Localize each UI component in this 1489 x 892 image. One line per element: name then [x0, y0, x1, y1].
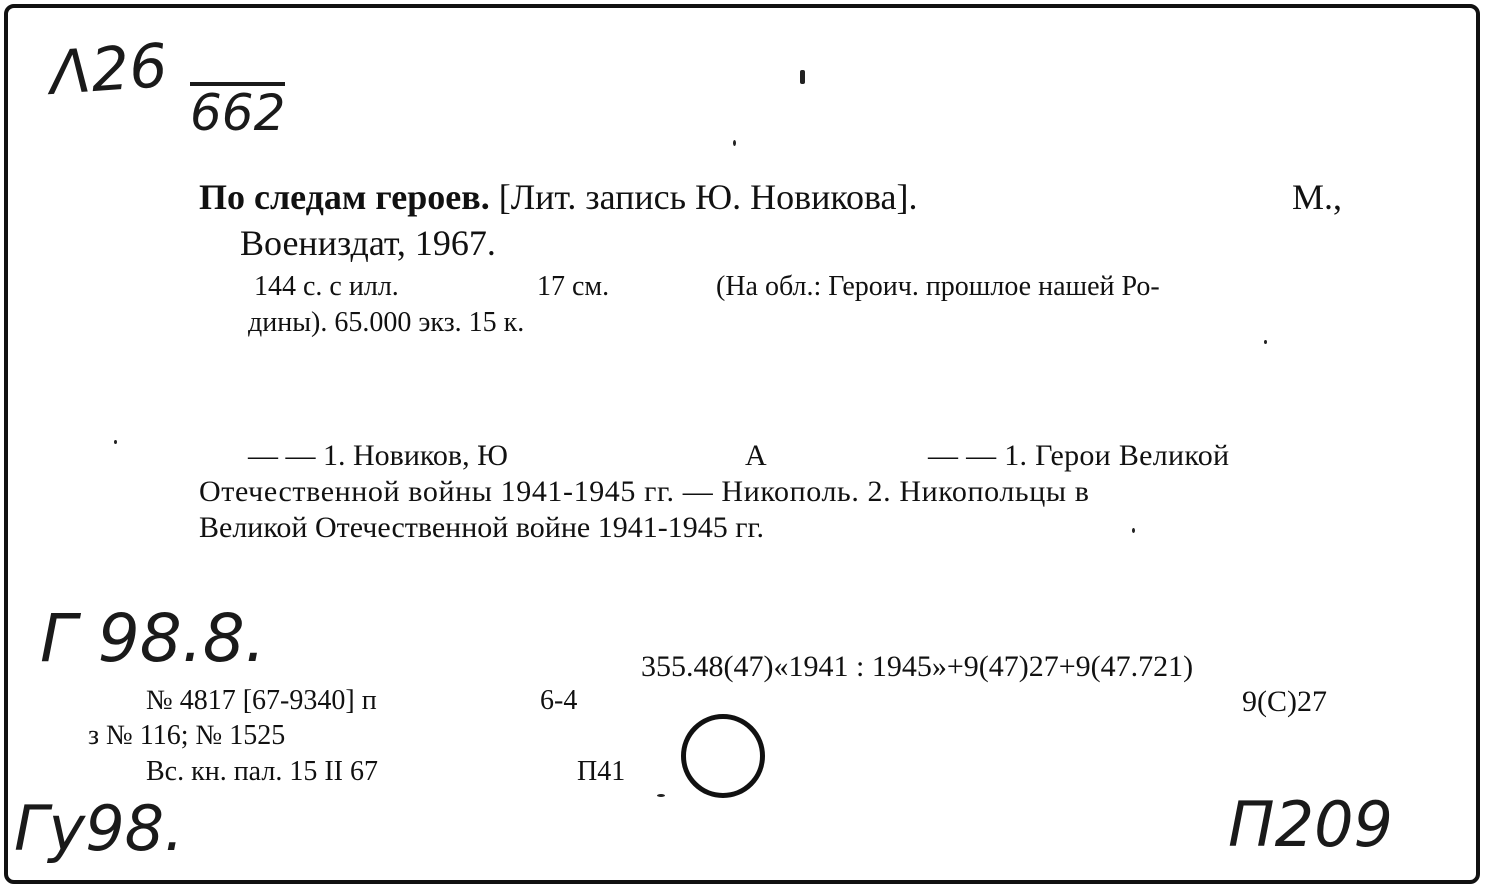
book-chamber-code: П41 — [577, 756, 626, 787]
tracing-line-2: Отечественной войны 1941-1945 гг. — Никополь. 2. Никопольцы в — [199, 475, 1090, 508]
ink-speck — [1132, 528, 1135, 533]
tracing-initial: А — [745, 439, 767, 472]
entry-physical-line-2: дины). 65.000 экз. 15 к. — [248, 307, 525, 338]
order-numbers: з № 116; № 1525 — [88, 720, 286, 751]
entry-title-line — [199, 179, 917, 215]
handwritten-shelfmark-2: 662 — [190, 84, 286, 142]
tracing-line-3: Великой Отечественной войне 1941-1945 гг. — [199, 511, 764, 544]
card-number-suffix: 6-4 — [540, 685, 578, 716]
entry-series-note: (На обл.: Героич. прошлое нашей Ро- — [716, 271, 1160, 302]
tracing-author: — — 1. Новиков, Ю — [248, 439, 508, 472]
entry-publisher: Воениздат, 1967. — [240, 223, 496, 263]
entry-physical-pages: 144 с. с илл. — [254, 271, 399, 302]
entry-place: М., — [1292, 177, 1343, 217]
ink-speck — [733, 140, 736, 146]
entry-physical-size: 17 см. — [537, 271, 610, 302]
punched-hole-circle — [681, 714, 765, 798]
handwritten-class-mark-2: Гу98. — [14, 792, 184, 865]
ink-speck — [114, 440, 117, 444]
ink-speck — [657, 794, 665, 797]
handwritten-shelfmark-1: Λ26 — [47, 30, 170, 110]
book-chamber-line: Вс. кн. пал. 15 II 67 — [146, 756, 378, 787]
handwritten-code: П209 — [1228, 788, 1393, 861]
handwritten-class-mark-1: Г 98.8. — [40, 600, 266, 677]
card-number: № 4817 [67-9340] п — [146, 685, 377, 716]
ink-speck — [800, 70, 805, 84]
entry-title: По следам героев. — [199, 177, 490, 217]
ink-speck — [1264, 340, 1267, 344]
entry-responsibility: [Лит. запись Ю. Новикова]. — [498, 177, 918, 217]
udc-classification-2: 9(С)27 — [1242, 685, 1327, 718]
tracing-subject-1: — — 1. Герои Великой — [928, 439, 1230, 472]
udc-classification: 355.48(47)«1941 : 1945»+9(47)27+9(47.721) — [641, 650, 1194, 683]
